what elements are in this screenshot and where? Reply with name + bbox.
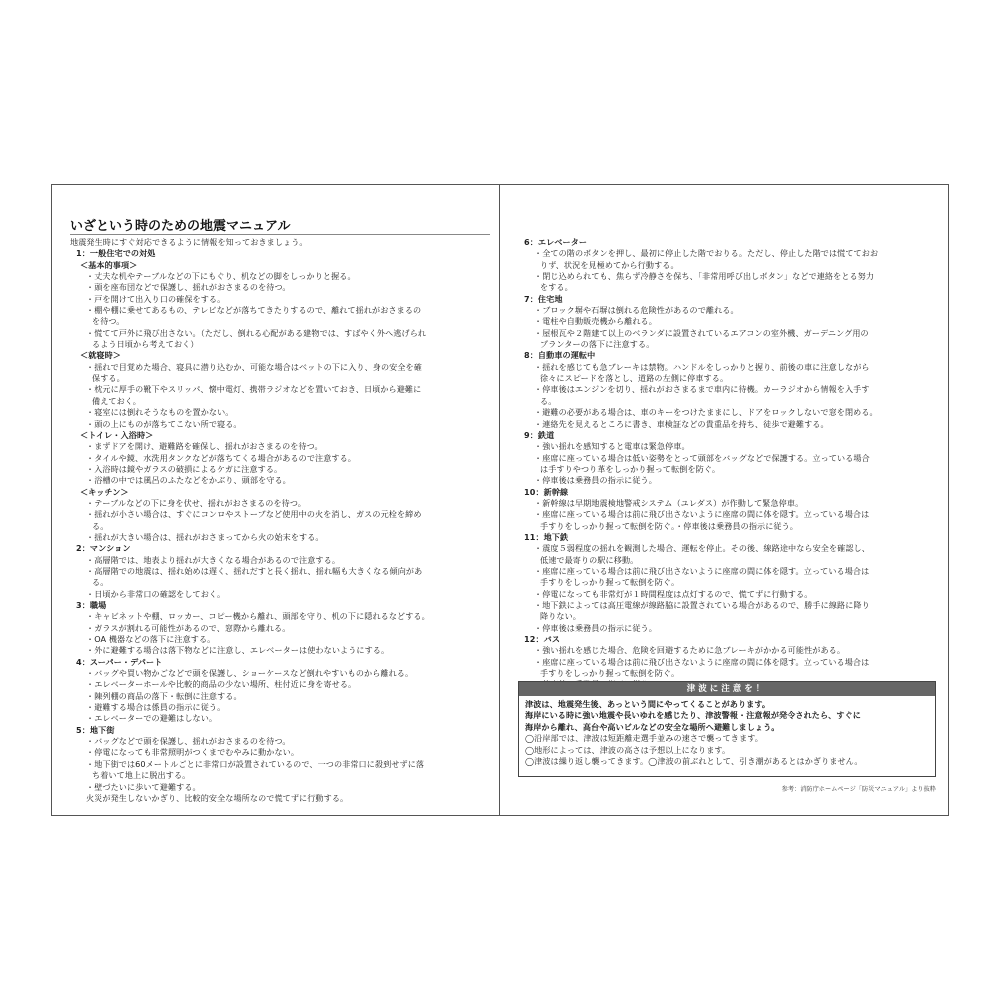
tsunami-body	[519, 696, 935, 767]
text-line: 津波は、地震発生後、あっという間にやってくることがあります。	[525, 699, 771, 709]
text-line: ・頭の上にものが落ちてこない所で寝る。	[86, 418, 242, 429]
text-line: ・座席に座っている場合は低い姿勢をとって頭部をバッグなどで保護する。立っている場合	[534, 452, 870, 463]
text-line: 3：職場	[76, 600, 107, 610]
text-line: ・高層階では、地表より揺れが大きくなる場合があるので注意する。	[86, 554, 341, 565]
text-line: る。	[540, 395, 557, 406]
text-line: ・電柱や自動販売機から離れる。	[534, 316, 657, 327]
text-line: ・寝室には倒れそうなものを置かない。	[86, 407, 234, 418]
text-line: 8：自動車の運転中	[524, 350, 596, 361]
text-line: ・外に避難する場合は落下物などに注意し、エレベーターは使わないようにする。	[86, 645, 390, 656]
text-line: ◯津波は繰り返し襲ってきます。◯津波の前ぶれとして、引き潮があるとはかぎりません。	[525, 756, 863, 767]
text-line: 11：地下鉄	[524, 531, 569, 542]
text-line: 6：エレベーター	[524, 237, 588, 247]
text-line: ・屋根瓦や２階建て以上のベランダに設置されているエアコンの室外機、ガーデニング用の	[534, 327, 869, 338]
text-line: ・OA 機器などの落下に注意する。	[86, 634, 216, 645]
text-line: ・丈夫な机やテーブルなどの下にもぐり、机などの脚をしっかりと握る。	[86, 271, 356, 282]
text-line: 1：一般住宅での対処	[76, 248, 156, 259]
text-line: は手すりやつり革をしっかり握って転倒を防ぐ。	[540, 463, 721, 474]
left-text-block	[70, 237, 490, 804]
text-line: ・入浴時は鏡やガラスの破損によるケガに注意する。	[86, 463, 283, 474]
text-line: ・高層階での地震は、揺れ始めは遅く、揺れだすと長く揺れ、揺れ幅も大きくなる傾向があ	[86, 565, 423, 576]
text-line: ＜トイレ・入浴時＞	[80, 429, 154, 440]
manual-sheet	[51, 184, 949, 816]
text-line: る。	[92, 577, 109, 588]
text-line: ◯沿岸部では、津波は短距離走選手並みの速さで襲ってきます。	[525, 733, 763, 744]
text-line: ・座席に座っている場合は前に飛び出さないように座席の間に体を隠す。立っている場合は	[534, 509, 870, 520]
text-line: ・座席に座っている場合は前に飛び出さないように座席の間に体を隠す。立っている場合は	[534, 565, 870, 576]
text-line: ・エレベーターでの避難はしない。	[86, 713, 218, 724]
source-note: 参考：消防庁ホームページ「防災マニュアル」より抜粋	[781, 786, 936, 793]
text-line: ・浴槽の中では風呂のふたなどをかぶり、頭部を守る。	[86, 475, 291, 486]
text-line: ・日頃から非常口の確認をしておく。	[86, 588, 226, 599]
text-line: 手すりをしっかり握って転倒を防ぐ。	[540, 668, 680, 679]
text-line: ・強い揺れを感じた場合、危険を回避するために急ブレーキがかかる可能性がある。	[534, 645, 846, 656]
text-line: ち着いて地上に脱出する。	[92, 770, 191, 781]
text-line: ・キャビネットや棚、ロッカー、コピー機から離れ、頭部を守り、机の下に隠れるなどする。	[86, 611, 430, 622]
text-line: 海岸にいる時に強い地震や長いゆれを感じたり、津波警報・注意報が発令されたら、すぐに	[525, 710, 861, 721]
text-line: 4：スーパー・デパート	[76, 656, 163, 667]
text-line: ・避難する場合は係員の指示に従う。	[86, 702, 226, 713]
text-line: ・停車後はエンジンを切り、揺れがおさまるまで車内に待機。カーラジオから情報を入手す	[534, 384, 870, 395]
text-line: ・全ての階のボタンを押し、最初に停止した階でおりる。ただし、停止した階では慌てておお	[534, 248, 879, 259]
text-line: 10：新幹線	[524, 486, 569, 497]
text-line: ・エレベーターホールや比較的商品の少ない場所、柱付近に身を寄せる。	[86, 679, 357, 690]
text-line: 海岸から離れ、高台や高いビルなどの安全な場所へ避難しましょう。	[525, 721, 780, 732]
text-line: ＜就寝時＞	[80, 350, 121, 361]
text-line: ・揺れを感じても急ブレーキは禁物。ハンドルをしっかりと握り、前後の車に注意しながら	[534, 361, 870, 372]
text-line: ◯地形によっては、津波の高さは予想以上になります。	[525, 744, 731, 755]
text-line: りず、状況を見極めてから行動する。	[540, 259, 679, 270]
text-line: を待つ。	[92, 316, 125, 327]
text-line: ・揺れが小さい場合は、すぐにコンロやストーブなど使用中の火を消し、ガスの元栓を締め	[86, 509, 422, 520]
text-line: ・バッグなどで頭を保護し、揺れがおさまるのを待つ。	[86, 736, 291, 747]
text-line: ・壁づたいに歩いて避難する。	[86, 781, 201, 792]
text-line: 2：マンション	[76, 543, 131, 554]
text-line: ＜基本的事項＞	[80, 259, 138, 270]
text-line: 保する。	[92, 373, 125, 384]
text-line: ・まずドアを開け、避難路を確保し、揺れがおさまるのを待つ。	[86, 441, 323, 452]
text-line: ・震度５弱程度の揺れを観測した場合、運転を停止。その後、線路途中なら安全を確認し、	[534, 543, 870, 554]
text-line: ・停電になっても非常灯が１時間程度は点灯するので、慌てずに行動する。	[534, 588, 813, 599]
text-line: ・避難の必要がある場合は、車のキーをつけたままにし、ドアをロックしないで窓を閉める。	[534, 407, 878, 418]
text-line: ・慌てて戸外に飛び出さない。（ただし、倒れる心配がある建物では、すばやく外へ逃げられ	[86, 327, 427, 338]
text-line: ・棚や棚に乗せてあるもの、テレビなどが落ちてきたりするので、離れて揺れがおさまるの	[86, 305, 422, 316]
text-line: ・陳列棚の商品の落下・転倒に注意する。	[86, 690, 242, 701]
text-line: る。	[92, 520, 109, 531]
text-line: るよう日頃から考えておく）	[92, 339, 199, 350]
text-line: ・ガラスが割れる可能性があるので、窓際から離れる。	[86, 622, 291, 633]
right-column	[518, 185, 936, 815]
text-line: ・タイルや鏡、水洗用タンクなどが落ちてくる場合があるので注意する。	[86, 452, 356, 463]
text-line: ＜キッチン＞	[80, 486, 129, 497]
text-line: 備えておく。	[92, 395, 142, 406]
text-line: ・地下街では60メートルごとに非常口が設置されているので、一つの非常口に殺到せずに落	[86, 758, 425, 769]
text-line: 5：地下街	[76, 724, 115, 735]
text-line: ・揺れで目覚めた場合、寝具に潜り込むか、可能な場合はベットの下に入り、身の安全を確	[86, 361, 422, 372]
text-line: ・停車後は乗務員の指示に従う。	[534, 622, 657, 633]
text-line: ・テーブルなどの下に身を伏せ、揺れがおさまるのを待つ。	[86, 497, 306, 508]
text-line: ・戸を開けて出入り口の確保をする。	[86, 293, 226, 304]
text-line: 降りない。	[540, 611, 581, 622]
text-line: をする。	[540, 282, 573, 293]
page-title: いざという時のための地震マニュアル	[70, 219, 291, 234]
text-line: 12：バス	[524, 634, 561, 645]
text-line: ・頭を座布団などで保護し、揺れがおさまるのを待つ。	[86, 282, 291, 293]
text-line: ・座席に座っている場合は前に飛び出さないように座席の間に体を隠す。立っている場合は	[534, 656, 870, 667]
tsunami-warning-box	[518, 681, 936, 777]
text-line: 手すりをしっかり握って転倒を防ぐ。・停車後は乗務員の指示に従う。	[540, 520, 798, 531]
text-line: ・閉じ込められても、焦らず冷静さを保ち、「非常用呼び出しボタン」などで連絡をとる努力	[534, 271, 875, 282]
text-line: ・ブロック塀や石塀は倒れる危険性があるので離れる。	[534, 305, 739, 316]
text-line: 手すりをしっかり握って転倒を防ぐ。	[540, 577, 680, 588]
text-line: ・停車後は乗務員の指示に従う。	[534, 475, 657, 486]
text-line: 徐々にスピードを落とし、道路の左側に停車する。	[540, 373, 729, 384]
text-line: ・地下鉄によっては高圧電線が線路脇に設置されている場合があるので、勝手に線路に降り	[534, 600, 870, 610]
tsunami-heading: 津波に注意を！	[519, 682, 935, 696]
text-line: ・枕元に厚手の靴下やスリッパ、懐中電灯、携帯ラジオなどを置いておき、日頃から避難に	[86, 384, 422, 395]
text-line: 7：住宅地	[524, 293, 563, 304]
text-line: ・強い揺れを感知すると電車は緊急停車。	[534, 441, 690, 452]
text-line: 火災が発生しないかぎり、比較的安全な場所なので慌てずに行動する。	[86, 792, 349, 803]
text-line: 低速で最寄りの駅に移動。	[540, 554, 639, 565]
text-line: 9：鉄道	[524, 429, 555, 440]
text-line: ・揺れが大きい場合は、揺れがおさまってから火の始末をする。	[86, 531, 324, 542]
page-fold-divider	[499, 185, 500, 815]
left-column	[70, 185, 490, 815]
right-text-block	[518, 237, 936, 691]
text-line: ・停電になっても非常照明がつくまでむやみに動かない。	[86, 747, 300, 758]
text-line: ・連絡先を見えるところに書き、車検証などの貴重品を持ち、徒歩で避難する。	[534, 418, 829, 429]
text-line: ・新幹線は早期地震検地警戒システム（ユレダス）が作動して緊急停車。	[534, 497, 804, 508]
text-line: プランターの落下に注意する。	[540, 339, 655, 350]
text-line: ・バッグや買い物かごなどで頭を保護し、ショーケースなど倒れやすいものから離れる。	[86, 668, 414, 679]
text-line: 地震発生時にすぐ対応できるように情報を知っておきましょう。	[70, 237, 308, 247]
